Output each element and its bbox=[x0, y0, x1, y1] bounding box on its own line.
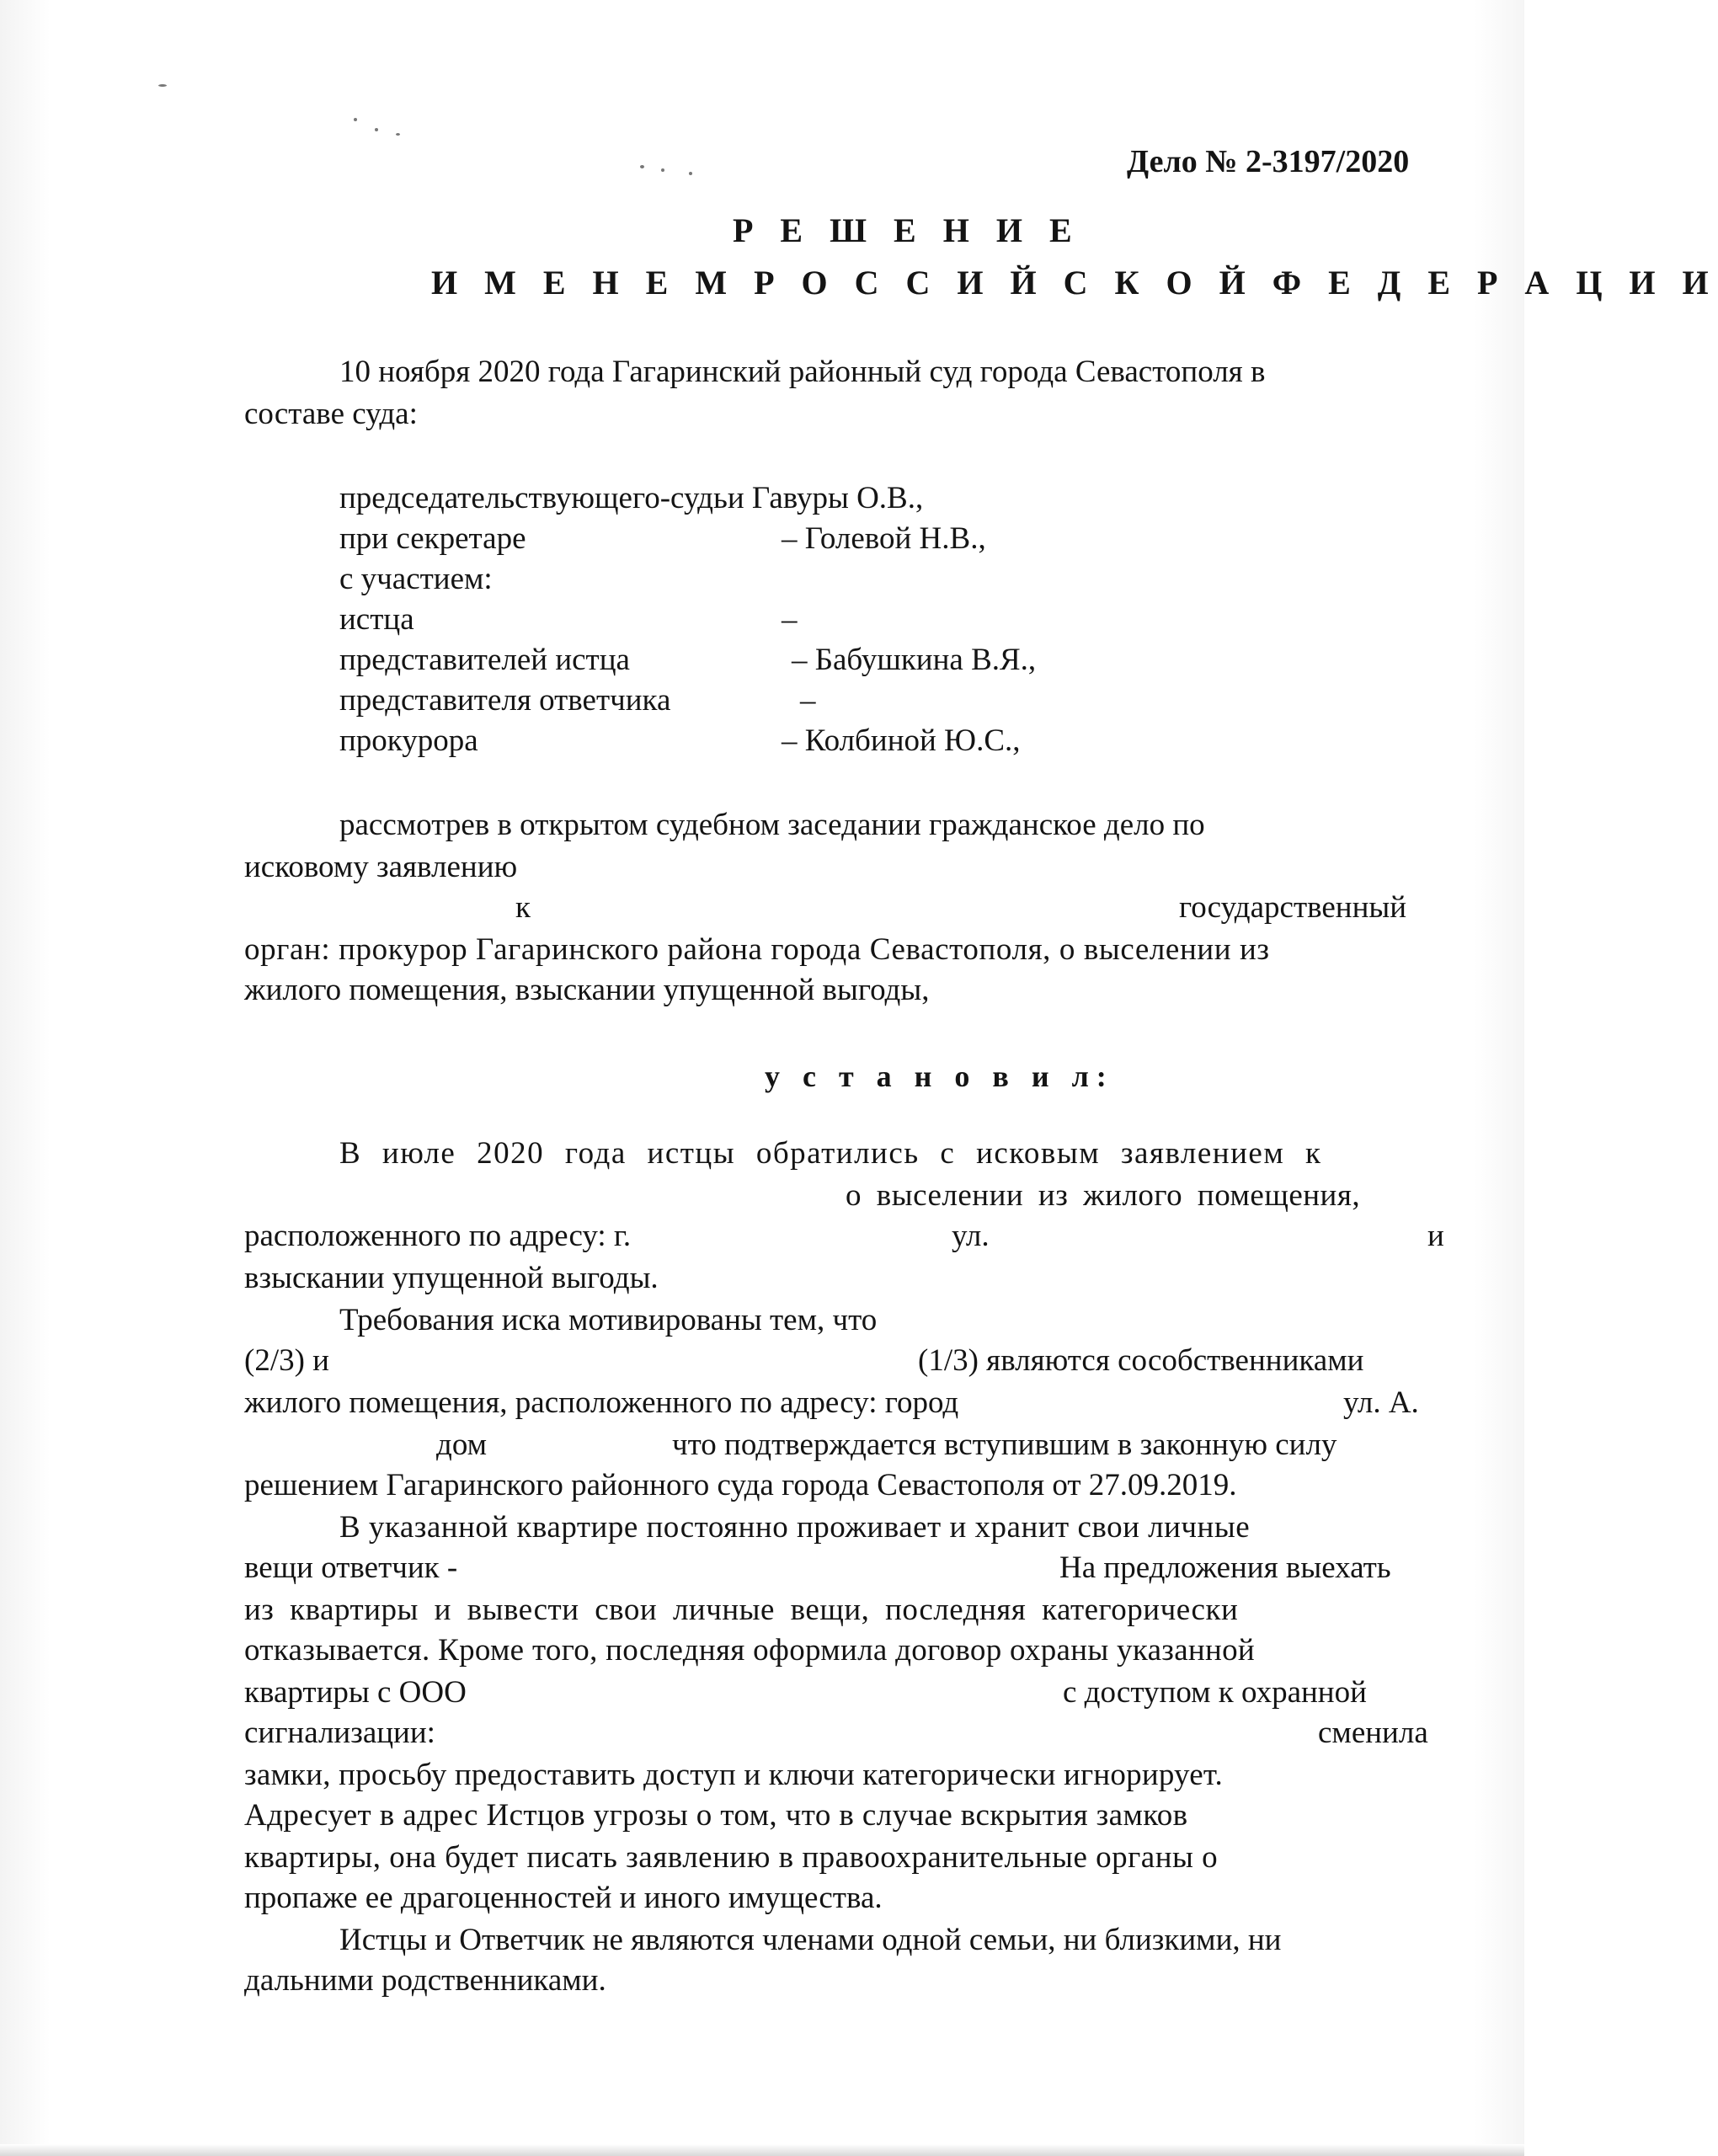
composition-role: при секретаре bbox=[339, 521, 526, 556]
paragraph-line: На предложения выехать bbox=[1059, 1550, 1391, 1585]
paragraph-line: ул. А. bbox=[1343, 1385, 1419, 1420]
composition-name: – Голевой Н.В., bbox=[782, 521, 986, 556]
paragraph-line: расположенного по адресу: г. bbox=[244, 1219, 632, 1253]
intro-line: составе суда: bbox=[244, 397, 418, 431]
paragraph-line: взыскании упущенной выгоды. bbox=[244, 1261, 659, 1295]
scan-speck bbox=[158, 84, 167, 87]
paragraph-line: о выселении из жилого помещения, bbox=[846, 1178, 1361, 1213]
paragraph-line: квартиры с ООО bbox=[244, 1675, 467, 1710]
paragraph-line: В указанной квартире постоянно проживает и хранит свои личные bbox=[339, 1510, 1251, 1545]
paragraph-line: сменила bbox=[1318, 1716, 1428, 1750]
composition-role: представителей истца bbox=[339, 643, 630, 677]
composition-role: представителя ответчика bbox=[339, 683, 671, 718]
text-span: рассмотрев в открытом судебном заседании гражданское дело по bbox=[339, 808, 1205, 842]
paragraph-line: дальними родственниками. bbox=[244, 1963, 606, 1998]
paragraph-line: (1/3) являются сособственниками bbox=[918, 1343, 1364, 1378]
scan-speck bbox=[396, 133, 400, 136]
case-number: Дело № 2-3197/2020 bbox=[1127, 144, 1410, 179]
paragraph-line: Истцы и Ответчик не являются членами одной семьи, ни близкими, ни bbox=[339, 1923, 1282, 1957]
paragraph-line: Требования иска мотивированы тем, что bbox=[339, 1303, 878, 1337]
paragraph-line: вещи ответчик - bbox=[244, 1550, 458, 1585]
paragraph-line: жилого помещения, взыскании упущенной выгоды, bbox=[244, 973, 930, 1007]
paragraph-line: Адресует в адрес Истцов угрозы о том, что в случае вскрытия замков bbox=[244, 1798, 1188, 1833]
paragraph-line: дом bbox=[436, 1428, 488, 1462]
scan-speck bbox=[640, 165, 644, 168]
paragraph-line: отказывается. Кроме того, последняя оформила договор охраны указанной bbox=[244, 1633, 1256, 1668]
document-title: Р Е Ш Е Н И Е bbox=[733, 211, 1081, 249]
paragraph-line: квартиры, она будет писать заявлению в правоохранительные органы о bbox=[244, 1840, 1219, 1875]
paragraph-line: государственный bbox=[1179, 890, 1407, 925]
composition-name: – Бабушкина В.Я., bbox=[792, 643, 1037, 677]
composition-role: с участием: bbox=[339, 562, 493, 596]
scan-speck bbox=[375, 128, 378, 131]
paragraph-line: В июле 2020 года истцы обратились с исковым заявлением к bbox=[339, 1136, 1322, 1171]
paragraph-line: (2/3) и bbox=[244, 1343, 329, 1378]
composition-role: истца bbox=[339, 602, 414, 637]
document-subtitle: И М Е Н Е М Р О С С И Й С К О Й Ф Е Д Е Р А Ц И И bbox=[431, 264, 1718, 302]
paragraph-line: ул. bbox=[952, 1219, 990, 1253]
scan-speck bbox=[661, 168, 664, 172]
paragraph-line: с доступом к охранной bbox=[1063, 1675, 1367, 1710]
composition-role: прокурора bbox=[339, 723, 478, 758]
intro-line: 10 ноября 2020 года Гагаринский районный суд города Севастополя в bbox=[339, 355, 1266, 389]
scan-speck bbox=[689, 172, 692, 175]
composition-name: – bbox=[800, 683, 816, 718]
paragraph-line: из квартиры и вывести свои личные вещи, последняя категорически bbox=[244, 1593, 1239, 1627]
composition-name: – bbox=[782, 602, 798, 637]
paragraph-line: жилого помещения, расположенного по адресу: город bbox=[244, 1385, 959, 1420]
established-heading: у с т а н о в и л: bbox=[765, 1059, 1114, 1093]
composition-judge: председательствующего-судьи Гавуры О.В., bbox=[339, 481, 924, 515]
paragraph-line: и bbox=[1427, 1219, 1444, 1253]
paragraph-line: пропаже ее драгоценностей и иного имущества. bbox=[244, 1881, 883, 1915]
paragraph-line bbox=[339, 805, 1444, 846]
scan-speck bbox=[354, 118, 357, 121]
paragraph-line: орган: прокурор Гагаринского района города Севастополя, о выселении из bbox=[244, 932, 1270, 967]
paragraph-line: замки, просьбу предоставить доступ и ключи категорически игнорирует. bbox=[244, 1758, 1223, 1792]
paragraph-line: сигнализации: bbox=[244, 1716, 435, 1750]
paragraph-line: исковому заявлению bbox=[244, 850, 518, 884]
scan-edge bbox=[0, 2144, 1524, 2156]
paragraph-line: к bbox=[515, 890, 531, 925]
composition-name: – Колбиной Ю.С., bbox=[782, 723, 1021, 758]
paragraph-line: решением Гагаринского районного суда города Севастополя от 27.09.2019. bbox=[244, 1468, 1237, 1502]
paragraph-line: что подтверждается вступившим в законную силу bbox=[672, 1428, 1337, 1462]
